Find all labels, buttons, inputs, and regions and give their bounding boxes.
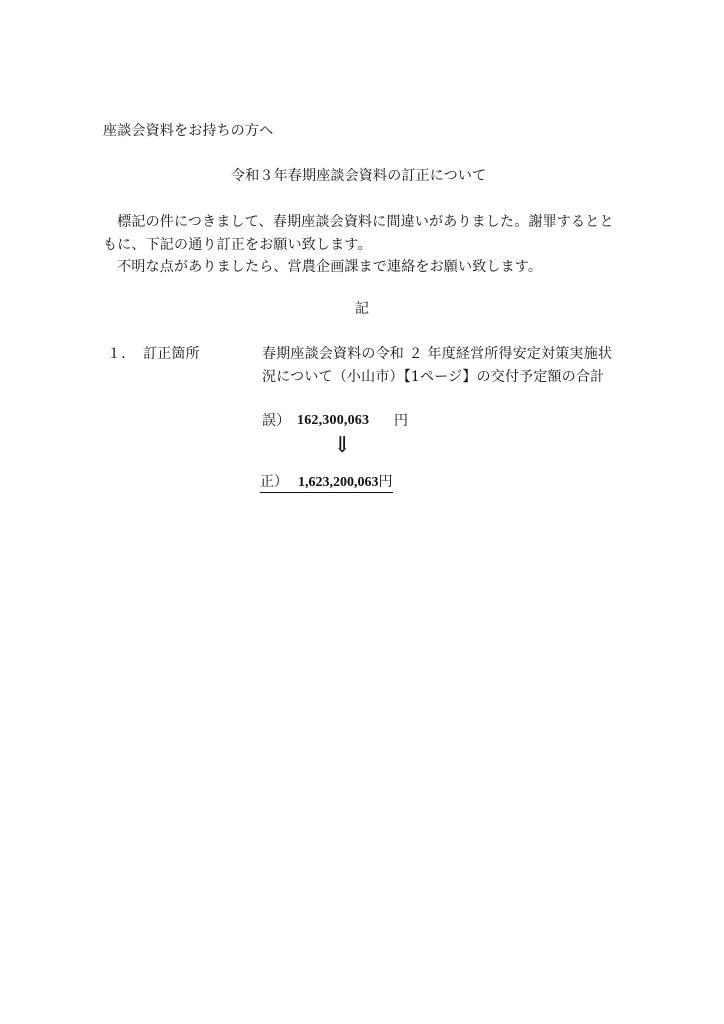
body-paragraph-2 xyxy=(103,257,542,277)
wrong-value: 162,300,063 xyxy=(297,413,370,428)
item-description-line-2: 況について（小山市）【1ページ】の交付予定額の合計 xyxy=(262,369,605,385)
corrected-amount-line xyxy=(260,472,393,493)
item-description-line-1: 春期座談会資料の令和 ２ 年度経営所得安定対策実施状 xyxy=(262,346,613,362)
body-paragraph-2-text: 不明な点がありましたら、営農企画課まで連絡をお願い致します。 xyxy=(117,259,543,275)
ki-heading: 記 xyxy=(355,301,370,317)
wrong-label: 誤） xyxy=(262,413,291,429)
body-paragraph-1-line-2: もに、下記の通り訂正をお願い致します。 xyxy=(103,237,372,253)
addressee-line: 座談会資料をお持ちの方へ xyxy=(103,123,274,139)
right-unit: 円 xyxy=(378,474,393,490)
down-arrow-icon: ⇓ xyxy=(333,433,352,458)
body-paragraph-1-line-1-text: 標記の件につきまして、春期座談会資料に間違いがありました。謝罪するとと xyxy=(117,214,614,230)
right-label: 正） xyxy=(260,474,288,490)
item-number: １． xyxy=(107,346,136,362)
item-label: 訂正箇所 xyxy=(143,346,200,362)
right-value: 1,623,200,063 xyxy=(298,475,379,490)
body-paragraph-1-line-1 xyxy=(103,212,614,232)
document-title: 令和３年春期座談会資料の訂正について xyxy=(231,168,487,184)
wrong-unit: 円 xyxy=(394,413,409,429)
